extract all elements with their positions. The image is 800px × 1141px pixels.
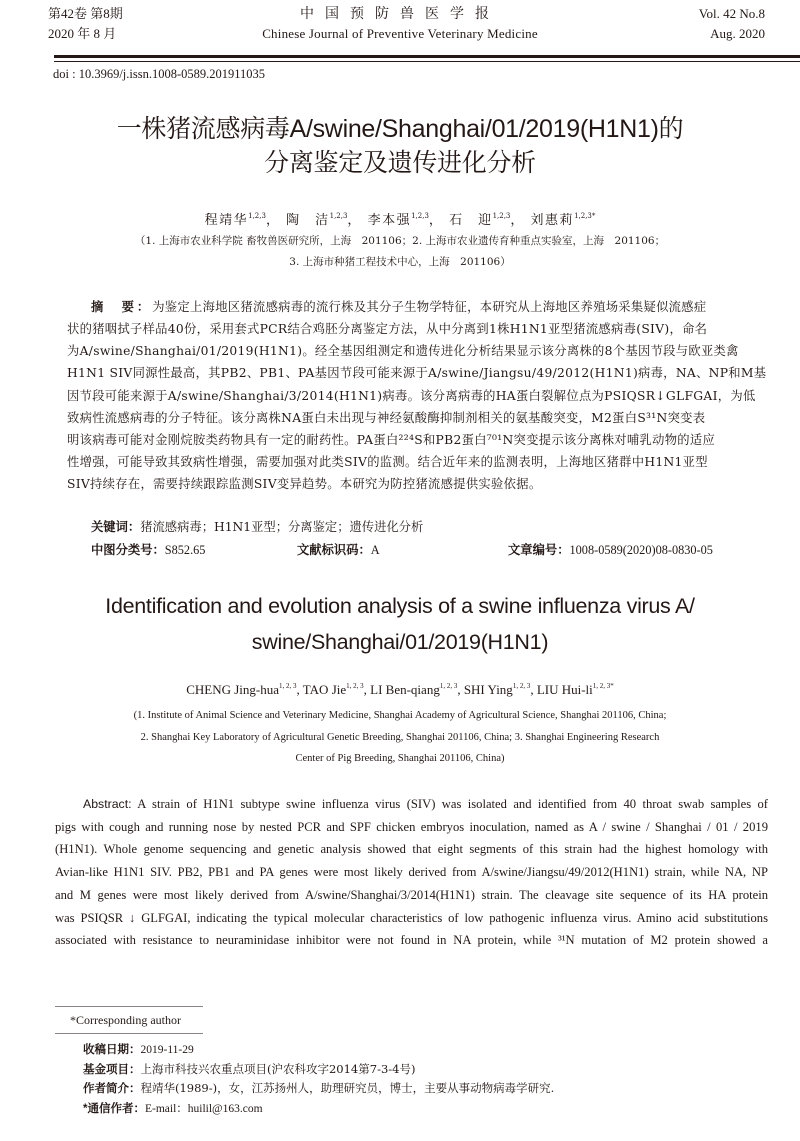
received-date: 收稿日期：2019-11-29	[83, 1044, 194, 1056]
author-en: CHENG Jing-hua$^{1, 2, 3}$,	[186, 682, 303, 697]
affiliations-en-line1: (1. Institute of Animal Science and Veterinary Medicine, Shanghai Academy of Agricultural Science, Shanghai 201106, China;	[133, 710, 667, 721]
author-list-cn	[0, 209, 800, 228]
abstract-cn-body: 状的猪咽拭子样品40份，采用套式PCR结合鸡胚分离鉴定方法，从中分离到1株H1N1亚型猪流感病毒(SIV)，命名 为A/swine/Shanghai/01/2019(H1N1)。经全基因组测定和遗传进化分析结果显示该分离株的8个基因节段与欧亚类禽 H1N1 SIV同源性最高，其PB2、PB1、PA基因节段可能来源于A/swine/Jiangsu/49/2012(H1N1)病毒，NA、NP和M基 因节段可能来源于A/swine/Shanghai/3/2014(H1N1)病毒。该分离病毒的HA蛋白裂解位点为PSIQSR↓GLFGAI，为低 致病性流感病毒的分子特征。该分离株NA蛋白未出现与神经氨酸酶抑制剂相关的氨基酸突变，M2蛋白S³¹N突变表 明该病毒可能对金刚烷胺类药物具有一定的耐药性。PA蛋白²²⁴S和PB2蛋白⁷⁰¹N突变提示该分离株对哺乳动物的适应 性增强，可能导致其致病性增强，需要加强对此类SIV的监测。结合近年来的监测表明，上海地区猪群中H1N1亚型 SIV持续存在，需要持续跟踪监测SIV变异趋势。本研究为防控猪流感提供实验依据。	[67, 322, 767, 492]
journal-title	[200, 4, 600, 44]
abstract-cn: 摘 要：为鉴定上海地区猪流感病毒的流行株及其分子生物学特征，本研究从上海地区养殖场采集疑似流感症	[91, 300, 707, 314]
keywords-cn-value: 猪流感病毒；H1N1亚型；分离鉴定；遗传进化分析	[140, 520, 424, 534]
date-en: Aug. 2020	[710, 26, 765, 41]
affiliations-cn-line2: 3. 上海市种猪工程技术中心，上海 201106）	[289, 256, 511, 268]
doi: doi : 10.3969/j.issn.1008-0589.201911035	[53, 67, 266, 81]
footnote-rule-top	[55, 1006, 203, 1007]
author-cn: 刘惠莉$^{1,2,3*}$	[530, 212, 596, 228]
footnote-block	[83, 1040, 554, 1118]
author-en: LIU Hui-$li^{1, 2, 3*}$	[536, 682, 614, 697]
affiliations-en-line2: 2. Shanghai Key Laboratory of Agricultural Genetic Breeding, Shanghai 201106, China; 3. Shanghai Engineering Research	[140, 731, 660, 743]
volume-issue-cn: 第42卷 第8期	[48, 6, 123, 21]
article-title-en-line1: Identification and evolution analysis of a swine influenza virus A/	[105, 594, 695, 618]
footnote-rule-bottom	[55, 1033, 203, 1034]
article-title-cn-line2: 分离鉴定及遗传进化分析	[264, 149, 536, 177]
journal-title-cn: 中国预防兽医学报	[300, 6, 500, 22]
abstract-cn-label: 摘 要：	[91, 300, 153, 314]
clc-number: 中图分类号：S852.65	[91, 543, 206, 557]
date-cn: 2020 年 8 月	[48, 26, 117, 41]
document-code: 文献标识码：A	[297, 543, 380, 557]
article-title-cn	[0, 112, 800, 180]
author-list-en	[0, 682, 800, 698]
article-title-en-line2: swine/Shanghai/01/2019(H1N1)	[251, 630, 549, 654]
affiliations-en	[0, 705, 800, 770]
author-cn: 陶 洁$^{1,2,3}$，	[286, 212, 362, 228]
affiliations-en-line3: Center of Pig Breeding, Shanghai 201106, China)	[295, 753, 505, 764]
journal-title-en: Chinese Journal of Preventive Veterinary Medicine	[262, 26, 538, 41]
volume-issue-en: Vol. 42 No.8	[698, 6, 765, 21]
journal-issue-info-en	[620, 4, 765, 44]
abstract-en-label: Abstract:	[83, 797, 132, 811]
author-cn: 李本强$^{1,2,3}$，	[367, 212, 444, 228]
article-title-en	[0, 588, 800, 660]
journal-issue-info-cn	[48, 4, 168, 44]
keywords-cn-label: 关键词：	[91, 520, 141, 534]
article-title-cn-line1: 一株猪流感病毒A/swine/Shanghai/01/2019(H1N1)的	[116, 115, 684, 143]
affiliations-cn	[0, 231, 800, 273]
author-cn: 程靖华$^{1,2,3}$，	[204, 212, 281, 228]
corresponding-author-email: *通信作者：E-mail：huilil@163.com	[83, 1102, 263, 1115]
author-cn: 石 迎$^{1,2,3}$，	[449, 212, 525, 228]
header-rule-thick	[54, 55, 800, 58]
corresponding-author-note: *Corresponding author	[70, 1013, 181, 1027]
affiliations-cn-line1: （1. 上海市农业科学院 畜牧兽医研究所，上海 201106；2. 上海市农业遗传育种重点实验室，上海 201106；	[134, 235, 666, 247]
abstract-en: Abstract: A strain of H1N1 subtype swine influenza virus (SIV) was isolated and identified from 40 throat swab samples of pigs with cough and running nose by nested PCR and SPF chicken embryos inoculation, named as A / swine / Shanghai / 01 / 2019 (H1N1). Whole genome sequencing and genetic analysis showed that eight segments of this strain had the highest homology with Avian-like H1N1 SIV. PB2, PB1 and PA genes were most likely derived from A/swine/Jiangsu/49/2012(H1N1) strain, while NA, NP and M genes were most likely derived from A/swine/Shanghai/3/2014(H1N1) strain. The cleavage site sequence of its HA protein was PSIQSR ↓ GLFGAI, indicating the typical molecular characteristics of low pathogenic influenza virus. Amino acid substitutions associated with resistance to neuraminidase inhibitor were not found in NA protein, while ³¹N mutation of M2 protein showed a	[55, 797, 768, 948]
header-rule-thin	[54, 61, 800, 62]
author-en: TAO Jie$^{1, 2, 3}$,	[302, 682, 371, 697]
author-bio: 作者简介：程靖华(1989-)，女，江苏扬州人，助理研究员，博士，主要从事动物病毒学研究.	[83, 1081, 555, 1095]
article-number: 文章编号：1008-0589(2020)08-0830-05	[508, 543, 713, 557]
author-en: SHI Ying$^{1, 2, 3}$,	[463, 682, 537, 697]
fund-project: 基金项目：上海市科技兴农重点项目(沪农科攻字2014第7-3-4号)	[83, 1061, 416, 1076]
keywords-cn	[91, 516, 423, 538]
author-en: LI Ben-qiang$^{1, 2, 3}$,	[370, 682, 464, 697]
